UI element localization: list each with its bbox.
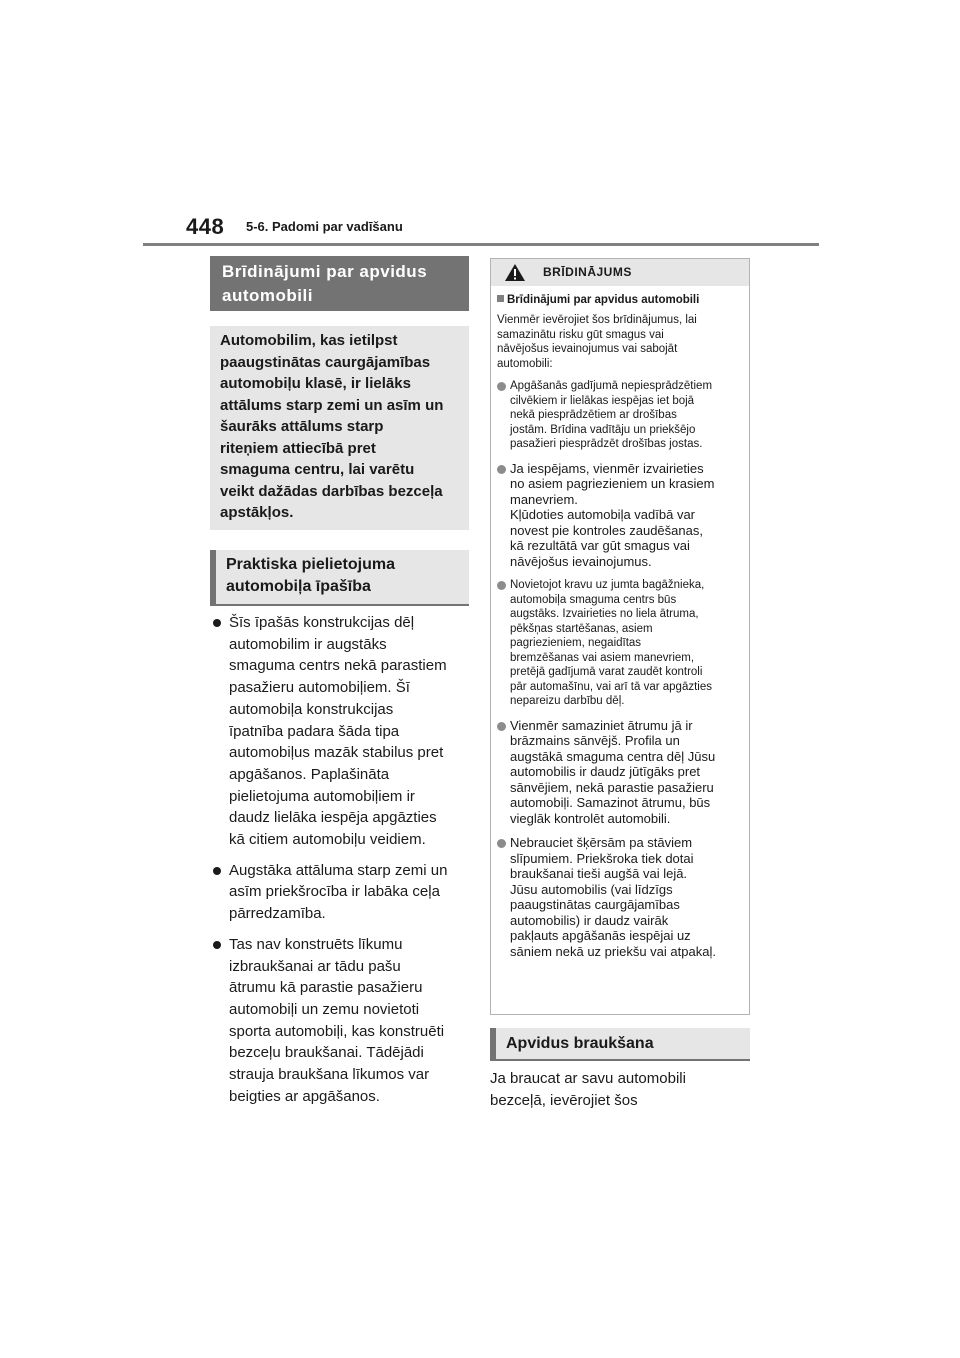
warning-line: sāniem nekā uz priekšu vai atpakaļ. xyxy=(510,943,716,959)
warning-line: Jūsu automobilis (vai līdzīgs xyxy=(510,881,673,897)
warning-line: Vienmēr samaziniet ātrumu jā ir xyxy=(510,717,693,733)
warning-item xyxy=(497,835,743,959)
warning-item xyxy=(497,718,743,827)
warning-body xyxy=(491,286,749,959)
practical-feature-subheading xyxy=(210,550,469,606)
offroad-driving-paragraph xyxy=(490,1068,752,1112)
warning-triangle-icon xyxy=(504,263,526,282)
bullet-line: apgāšanos. Paplašināta xyxy=(229,765,390,783)
warning-line: Nebrauciet šķērsām pa stāviem xyxy=(510,835,693,850)
warning-line: cilvēkiem ir lielākas iespējas iet bojā xyxy=(510,394,695,407)
warning-line: paaugstinātas caurgājamības xyxy=(510,897,680,912)
warning-line: automobiļa smaguma centrs būs xyxy=(510,593,677,606)
section-title: 5-6. Padomi par vadīšanu xyxy=(246,219,403,234)
warning-line: augstāks. Izvairieties no liela ātruma, xyxy=(510,608,699,620)
bullet-item xyxy=(210,860,472,925)
warning-lead-line: nāvējošus ievainojumus vai sabojāt xyxy=(497,343,678,355)
warning-line: Kļūdoties automobiļa vadībā var xyxy=(510,507,696,522)
warning-line: Apgāšanās gadījumā nepiesprādzētiem xyxy=(510,380,713,392)
intro-line: automobiļu klasē, ir lielāks xyxy=(220,375,411,392)
warning-line: nepareizu darbību dēļ. xyxy=(510,695,625,707)
warning-line: pasažieri piesprādzēt drošības jostas. xyxy=(510,438,703,450)
circle-bullet-icon xyxy=(497,382,506,391)
paragraph-line: bezceļā, ievērojiet šos xyxy=(490,1092,638,1109)
paragraph-line: Ja braucat ar savu automobili xyxy=(490,1070,686,1087)
warning-line: no asiem pagriezieniem un krasiem xyxy=(510,476,715,491)
warning-lead-line: Vienmēr ievērojiet šos brīdinājumus, lai xyxy=(497,314,697,326)
bullet-line: sporta automobiļi, kas konstruēti xyxy=(229,1022,445,1040)
bullet-line: automobilim ir augstāks xyxy=(229,635,387,653)
page-number: 448 xyxy=(186,214,225,239)
intro-line: attālums starp zemi un asīm un xyxy=(220,396,444,414)
intro-box xyxy=(210,326,469,530)
bullet-dot-icon xyxy=(213,619,221,627)
warning-line: vieglāk kontrolēt automobili. xyxy=(510,810,671,826)
warning-line: brāzmains sānvējš. Profila un xyxy=(510,733,680,748)
bullet-line: pasažieru automobiļiem. Šī xyxy=(229,679,410,697)
circle-bullet-icon xyxy=(497,581,506,590)
warning-line: nāvējošus ievainojumus. xyxy=(510,553,652,569)
warning-lead-line: automobili: xyxy=(497,357,553,370)
bullet-line: Augstāka attāluma starp zemi un xyxy=(229,861,448,879)
feature-bullet-list xyxy=(210,612,472,1116)
bullet-line: Tas nav konstruēts līkumu xyxy=(229,935,403,953)
warning-line: pakļauts apgāšanās iespējai uz xyxy=(510,928,691,943)
warning-header xyxy=(491,259,749,286)
bullet-item xyxy=(210,612,472,851)
warning-line: kā rezultātā var gūt smagus vai xyxy=(510,538,690,553)
bullet-line: daudz lielāka iespēja apgāzties xyxy=(229,809,437,827)
bullet-line: pārredzamība. xyxy=(229,905,326,923)
warning-item xyxy=(497,578,743,709)
warning-line: automobiļi. Samazinot ātrumu, būs xyxy=(510,795,711,810)
circle-bullet-icon xyxy=(497,722,506,731)
bullet-item xyxy=(210,934,472,1108)
bullet-line: bezceļu braukšanai. Tādējādi xyxy=(229,1044,424,1062)
warning-line: manevriem. xyxy=(510,491,578,507)
circle-bullet-icon xyxy=(497,839,506,848)
warning-line: pretējā gadījumā varat zaudēt kontroli xyxy=(510,666,703,678)
warning-line: bremzēšanas vai asiem manevriem, xyxy=(510,651,695,664)
bullet-line: īpatnība padara šāda tipa xyxy=(229,722,400,740)
square-bullet-icon xyxy=(497,295,504,302)
bullet-line: kā citiem automobiļu veidiem. xyxy=(229,831,426,849)
warning-line: novest pie kontroles zaudēšanas, xyxy=(510,522,703,538)
warning-line: slīpumiem. Priekšroka tiek dotai xyxy=(510,850,694,866)
warning-line: Novietojot kravu uz jumta bagāžnieka, xyxy=(510,579,705,591)
offroad-driving-subheading: Apvidus braukšana xyxy=(490,1028,750,1061)
intro-line: riteņiem attiecībā pret xyxy=(220,439,376,457)
warning-line: sānvējiem, nekā parastie pasažieru xyxy=(510,779,714,795)
intro-line: Automobilim, kas ietilpst xyxy=(220,332,398,349)
bullet-line: automobiļus mazāk stabilus pret xyxy=(229,744,444,762)
intro-line: veikt dažādas darbības bezceļa xyxy=(220,482,443,500)
bullet-line: beigties ar apgāšanos. xyxy=(229,1087,380,1105)
bullet-line: smaguma centrs nekā parastiem xyxy=(229,657,447,675)
warning-subheading-text: Brīdinājumi par apvidus automobili xyxy=(507,294,700,306)
subheading-line: Praktiska pielietojuma xyxy=(226,556,395,573)
bullet-line: pielietojuma automobiļiem ir xyxy=(229,787,415,805)
warning-line: jostām. Brīdina vadītāju un priekšējo xyxy=(510,423,696,436)
warning-subheading xyxy=(497,293,743,308)
warning-item xyxy=(497,461,743,570)
circle-bullet-icon xyxy=(497,465,506,474)
bullet-line: asīm priekšrocība ir labāka ceļa xyxy=(229,883,440,901)
warning-line: automobilis) ir daudz vairāk xyxy=(510,912,669,928)
bullet-line: izbraukšanai ar tādu pašu xyxy=(229,957,401,975)
intro-line: smaguma centru, lai varētu xyxy=(220,461,415,478)
header-rule xyxy=(143,243,819,246)
warning-lead xyxy=(497,313,743,371)
bullet-line: automobiļi un zemu novietoti xyxy=(229,1000,420,1018)
heading-line: automobili xyxy=(222,286,313,305)
warning-label: BRĪDINĀJUMS xyxy=(543,265,632,279)
warning-lead-line: samazinātu risku gūt smagus vai xyxy=(497,328,664,341)
subheading-line: automobiļa īpašība xyxy=(226,578,371,595)
offroad-warning-heading xyxy=(210,256,469,311)
bullet-line: ātrumu kā parastie pasažieru xyxy=(229,979,423,997)
bullet-line: strauja braukšana līkumos var xyxy=(229,1066,430,1084)
warning-box xyxy=(490,258,750,1015)
bullet-line: automobiļa konstrukcijas xyxy=(229,700,394,718)
bullet-dot-icon xyxy=(213,941,221,949)
bullet-line: Šīs īpašās konstrukcijas dēļ xyxy=(229,614,415,631)
intro-line: paaugstinātas caurgājamības xyxy=(220,353,431,371)
warning-line: pār automašīnu, vai arī tā var apgāzties xyxy=(510,680,712,693)
warning-item xyxy=(497,379,743,452)
warning-line: augstākā smaguma centra dēļ Jūsu xyxy=(510,748,716,764)
warning-line: nekā piesprādzētiem ar drošības xyxy=(510,409,677,421)
warning-line: automobilis ir daudz jūtīgāks pret xyxy=(510,764,701,779)
warning-line: Ja iespējams, vienmēr izvairieties xyxy=(510,460,704,476)
intro-line: šaurāks attālums starp xyxy=(220,418,384,435)
bullet-dot-icon xyxy=(213,867,221,875)
intro-line: apstākļos. xyxy=(220,504,294,521)
warning-line: pēkšņas startēšanas, asiem xyxy=(510,622,653,635)
heading-line: Brīdinājumi par apvidus xyxy=(222,262,428,281)
warning-line: pagriezieniem, negaidītas xyxy=(510,637,642,649)
warning-line: braukšanai tieši augšā vai lejā. xyxy=(510,866,688,881)
